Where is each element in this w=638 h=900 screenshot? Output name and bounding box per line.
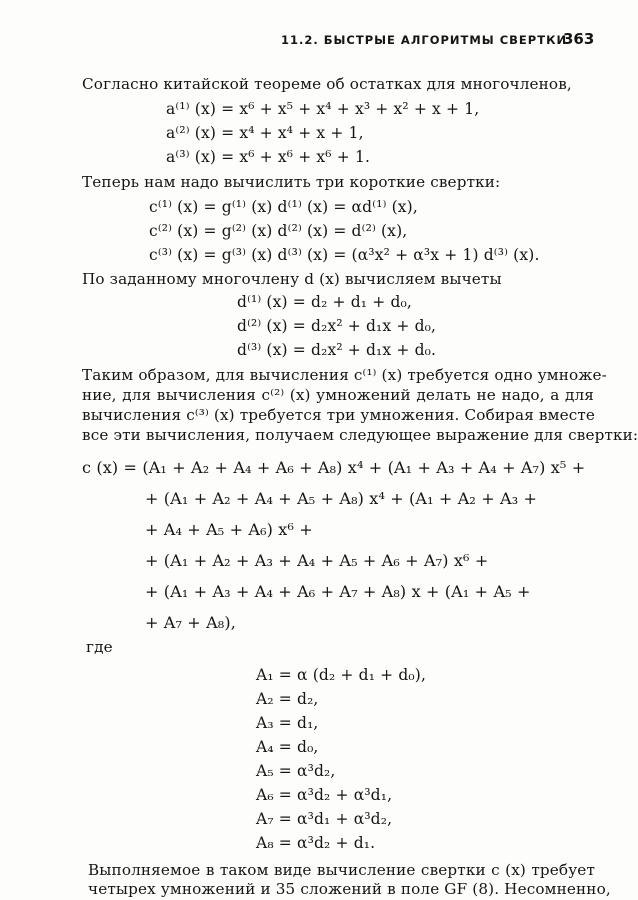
a-def-5: A₅ = α³d₂, [256, 762, 336, 780]
cx-expression-line-5: + (A₁ + A₃ + A₄ + A₆ + A₇ + A₈) x + (A₁ + A₅ + [145, 582, 531, 601]
a-def-2: A₂ = d₂, [256, 690, 319, 708]
a-def-6: A₆ = α³d₂ + α³d₁, [256, 786, 393, 804]
cx-expression-line-6: + A₇ + A₈), [145, 613, 236, 632]
c3-convolution: c⁽³⁾ (x) = g⁽³⁾ (x) d⁽³⁾ (x) = (α³x² + α³x + 1) d⁽³⁾ (x). [149, 246, 540, 264]
residue-intro-line: По заданному многочлену d (x) вычисляем вычеты [82, 270, 502, 288]
paragraph-line-4: все эти вычисления, получаем следующее выражение для свертки: [82, 426, 638, 444]
paragraph-line-3: вычисления c⁽³⁾ (x) требуется три умножения. Собирая вместе [82, 406, 596, 424]
cx-expression-line-2: + (A₁ + A₂ + A₄ + A₅ + A₈) x⁴ + (A₁ + A₂ + A₃ + [145, 489, 538, 508]
where-label: где [86, 638, 113, 656]
d1-residue: d⁽¹⁾ (x) = d₂ + d₁ + d₀, [237, 293, 412, 311]
a-def-7: A₇ = α³d₁ + α³d₂, [256, 810, 393, 828]
conv-intro-line: Теперь нам надо вычислить три короткие свертки: [82, 173, 501, 191]
c2-convolution: c⁽²⁾ (x) = g⁽²⁾ (x) d⁽²⁾ (x) = d⁽²⁾ (x), [149, 222, 408, 240]
cx-expression-line-1: c (x) = (A₁ + A₂ + A₄ + A₆ + A₈) x⁴ + (A₁ + A₃ + A₄ + A₇) x⁵ + [82, 458, 586, 477]
d3-residue: d⁽³⁾ (x) = d₂x² + d₁x + d₀. [237, 341, 437, 359]
paragraph-line-2: ние, для вычисления c⁽²⁾ (x) умножений делать не надо, а для [82, 386, 594, 404]
closing-line-2: четырех умножений и 35 сложений в поле GF (8). Несомненно, [88, 880, 611, 898]
a-def-8: A₈ = α³d₂ + d₁. [256, 834, 376, 852]
closing-line-1: Выполняемое в таком виде вычисление свертки c (x) требует [88, 861, 595, 879]
intro-line: Согласно китайской теореме об остатках для многочленов, [82, 75, 572, 93]
cx-expression-line-4: + (A₁ + A₂ + A₃ + A₄ + A₅ + A₆ + A₇) x⁶ + [145, 551, 489, 570]
paragraph-line-1: Таким образом, для вычисления c⁽¹⁾ (x) требуется одно умноже- [82, 366, 607, 384]
a3-polynomial: a⁽³⁾ (x) = x⁶ + x⁶ + x⁶ + 1. [166, 148, 371, 166]
running-header-title: 11.2. БЫСТРЫЕ АЛГОРИТМЫ СВЕРТКИ [281, 33, 568, 47]
d2-residue: d⁽²⁾ (x) = d₂x² + d₁x + d₀, [237, 317, 437, 335]
a2-polynomial: a⁽²⁾ (x) = x⁴ + x⁴ + x + 1, [166, 124, 364, 142]
cx-expression-line-3: + A₄ + A₅ + A₆) x⁶ + [145, 520, 313, 539]
a-def-1: A₁ = α (d₂ + d₁ + d₀), [256, 666, 427, 684]
page-number: 363 [563, 30, 595, 48]
a-def-3: A₃ = d₁, [256, 714, 319, 732]
a1-polynomial: a⁽¹⁾ (x) = x⁶ + x⁵ + x⁴ + x³ + x² + x + 1, [166, 100, 480, 118]
c1-convolution: c⁽¹⁾ (x) = g⁽¹⁾ (x) d⁽¹⁾ (x) = αd⁽¹⁾ (x), [149, 198, 418, 216]
a-def-4: A₄ = d₀, [256, 738, 319, 756]
